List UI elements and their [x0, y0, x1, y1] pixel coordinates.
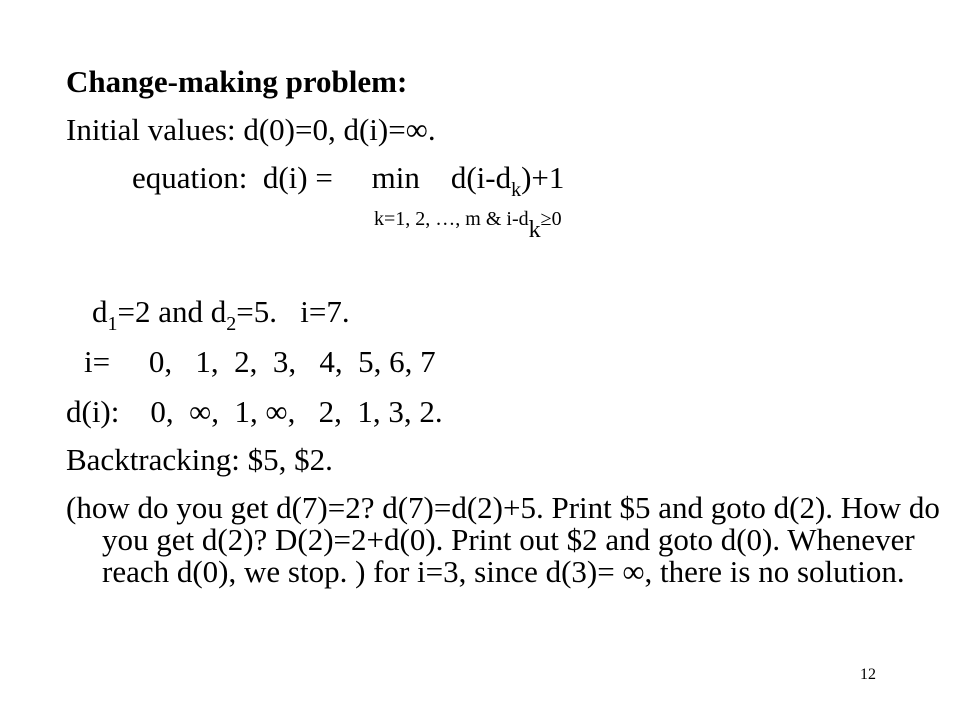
backtracking: Backtracking: $5, $2.: [66, 442, 333, 477]
given-rest: =5. i=7.: [236, 294, 350, 329]
equation-subscript: k: [511, 179, 522, 201]
equation-suffix: )+1: [521, 160, 565, 195]
min-range: [374, 206, 562, 243]
slide-title: Change-making problem:: [66, 64, 408, 99]
given-sub-1: 1: [107, 313, 118, 335]
recurrence-equation: [132, 160, 564, 200]
initial-values: Initial values: d(0)=0, d(i)=∞.: [66, 112, 436, 147]
equation-prefix: equation: d(i) = min d(i-d: [132, 160, 512, 195]
page-number: 12: [860, 666, 876, 683]
d-row: d(i): 0, ∞, 1, ∞, 2, 1, 3, 2.: [66, 394, 443, 429]
given-d1-label: d: [92, 294, 108, 329]
given-mid: =2 and d: [117, 294, 227, 329]
range-tail: ≥0: [540, 208, 562, 230]
given-sub-2: 2: [226, 313, 237, 335]
given-values: [92, 294, 350, 334]
i-row: i= 0, 1, 2, 3, 4, 5, 6, 7: [84, 344, 436, 379]
range-text: k=1, 2, …, m & i-d: [374, 208, 529, 230]
range-subscript: k: [528, 217, 541, 243]
explanation: (how do you get d(7)=2? d(7)=d(2)+5. Print $5 and goto d(2). How do you get d(2)? D(2)=2+d(0). Print out $2 and goto d(0). Whenever reach d(0), we stop. ) for i=3, since d(3)= ∞, there is no solution.: [66, 490, 940, 589]
